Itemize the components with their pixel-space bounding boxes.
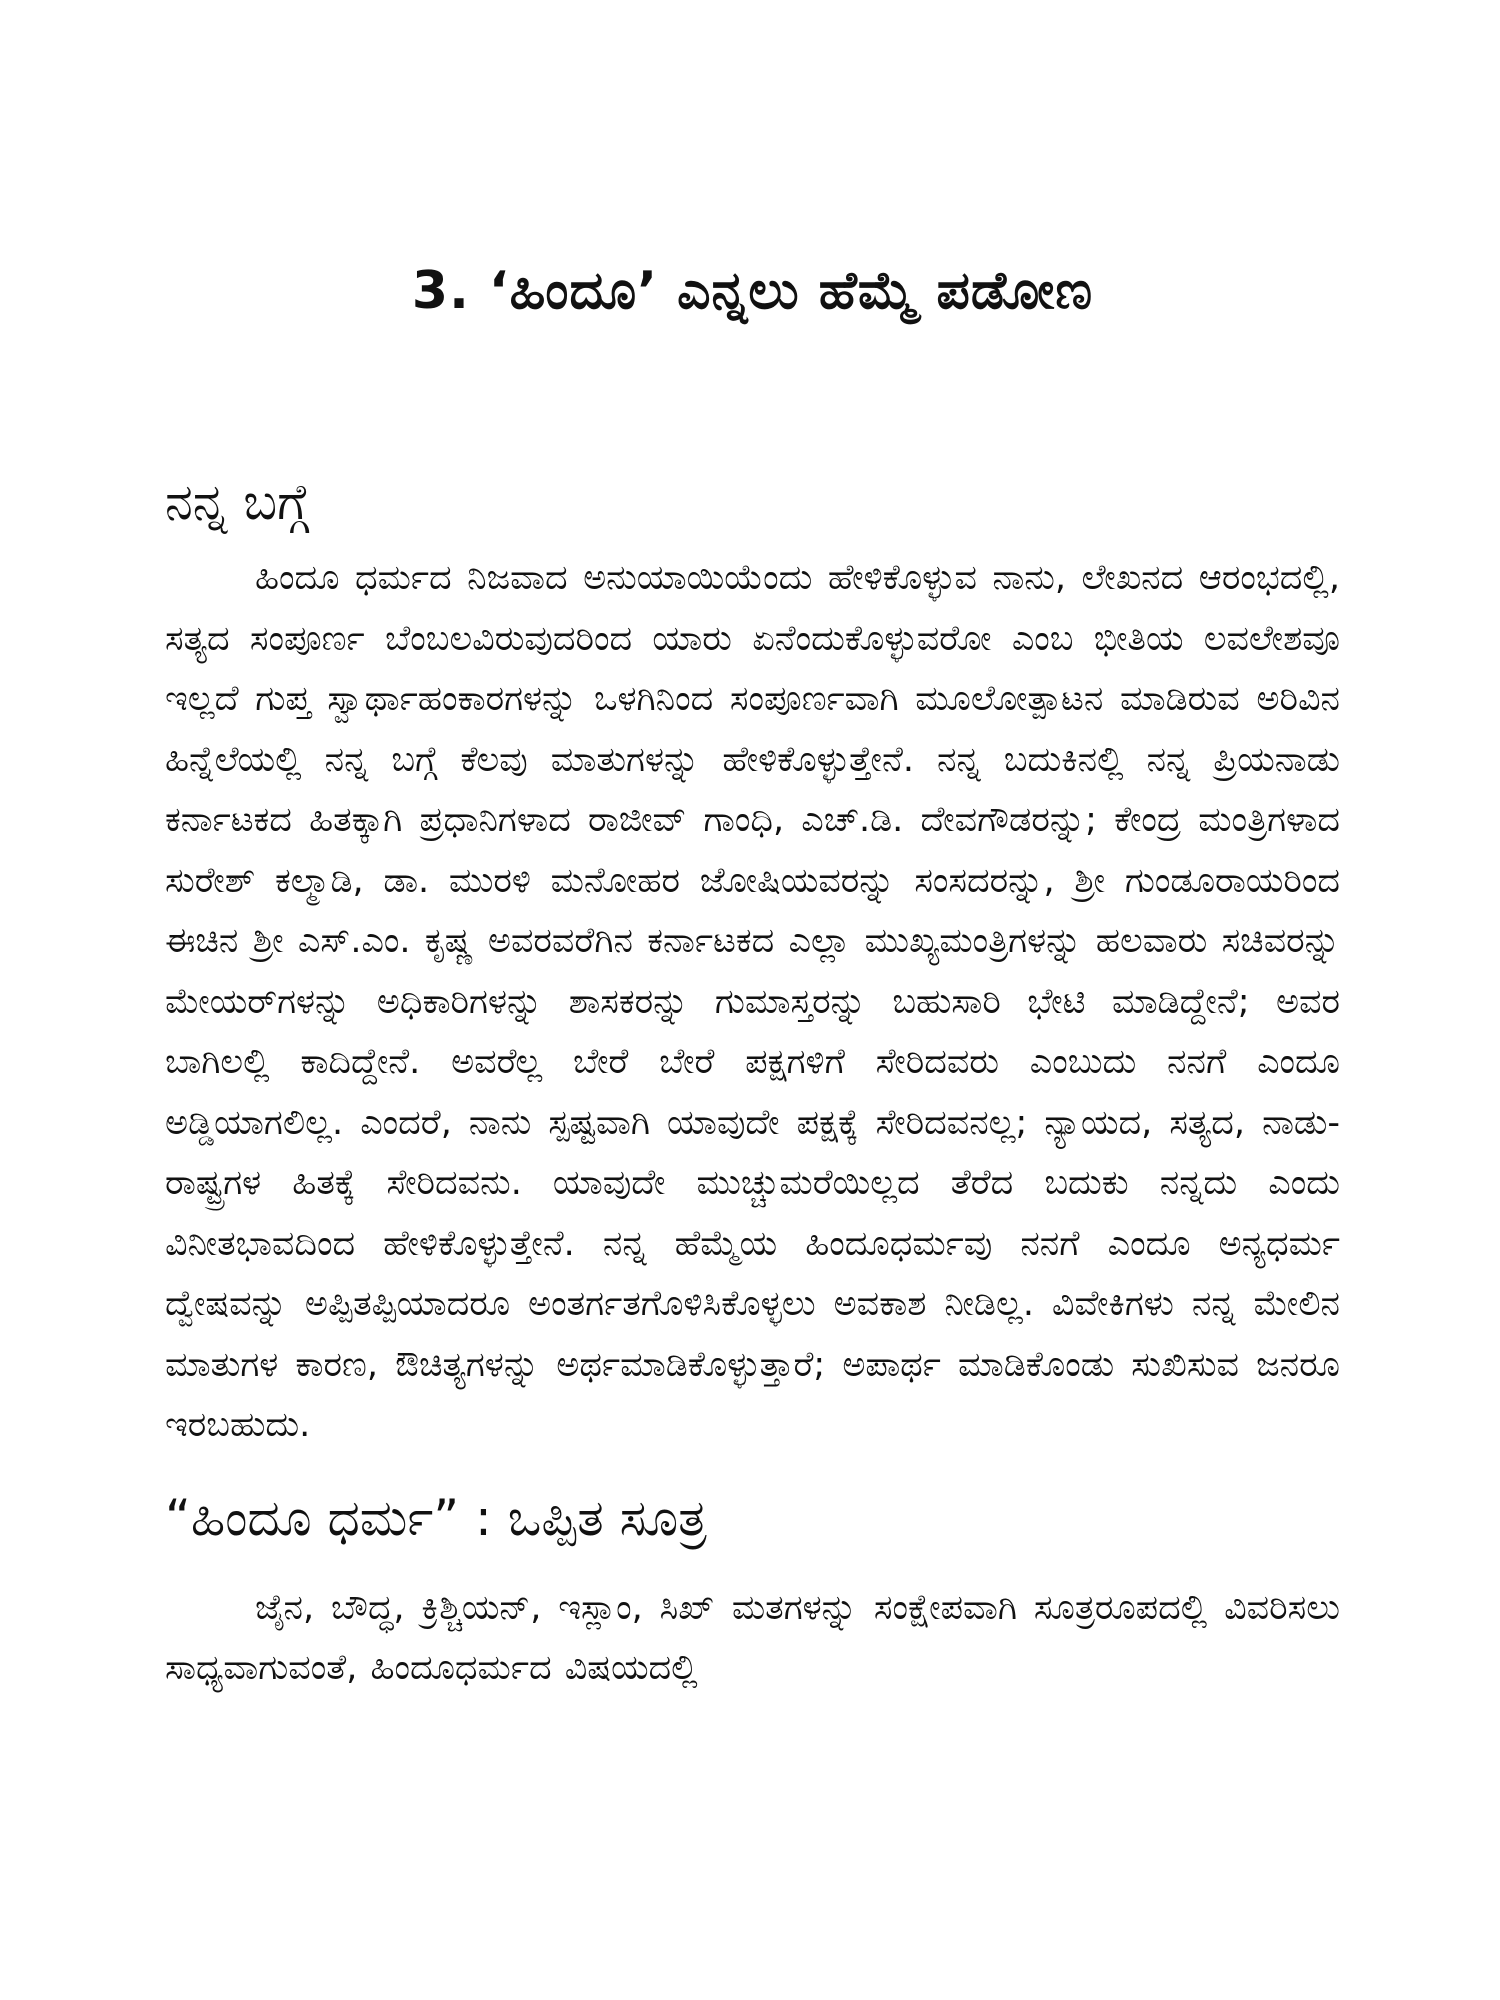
section-heading-about-me: ನನ್ನ ಬಗ್ಗೆ bbox=[165, 473, 309, 532]
section-paragraph-hindu-dharma: ಜೈನ, ಬೌದ್ಧ, ಕ್ರಿಶ್ಚಿಯನ್, ಇಸ್ಲಾಂ, ಸಿಖ್ ಮತಗಳನ್ನು ಸಂಕ್ಷೇಪವಾಗಿ ಸೂತ್ರರೂಪದಲ್ಲಿ ವಿವರಿಸಲು ಸಾಧ್ಯವಾಗುವಂತೆ, ಹಿಂದೂಧರ್ಮದ ವಿಷಯದಲ್ಲಿ bbox=[165, 1587, 1340, 1689]
section-paragraph-about-me: ಹಿಂದೂ ಧರ್ಮದ ನಿಜವಾದ ಅನುಯಾಯಿಯೆಂದು ಹೇಳಿಕೊಳ್ಳುವ ನಾನು, ಲೇಖನದ ಆರಂಭದಲ್ಲಿ, ಸತ್ಯದ ಸಂಪೂರ್ಣ ಬೆಂಬಲವಿರುವುದರಿಂದ ಯಾರು ಏನೆಂದುಕೊಳ್ಳುವರೋ ಎಂಬ ಭೀತಿಯ ಲವಲೇಶವೂ ಇಲ್ಲದೆ ಗುಪ್ತ ಸ್ವಾರ್ಥಾಹಂಕಾರಗಳನ್ನು ಒಳಗಿನಿಂದ ಸಂಪೂರ್ಣವಾಗಿ ಮೂಲೋತ್ಪಾಟನ ಮಾಡಿರುವ ಅರಿವಿನ ಹಿನ್ನೆಲೆಯಲ್ಲಿ ನನ್ನ ಬಗ್ಗೆ ಕೆಲವು ಮಾತುಗಳನ್ನು ಹೇಳಿಕೊಳ್ಳುತ್ತೇನೆ. ನನ್ನ ಬದುಕಿನಲ್ಲಿ ನನ್ನ ಪ್ರಿಯನಾಡು ಕರ್ನಾಟಕದ ಹಿತಕ್ಕಾಗಿ ಪ್ರಧಾನಿಗಳಾದ ರಾಜೀವ್ ಗಾಂಧಿ, ಎಚ್.ಡಿ. ದೇವಗೌಡರನ್ನು; ಕೇಂದ್ರ ಮಂತ್ರಿಗಳಾದ ಸುರೇಶ್ ಕಲ್ಮಾಡಿ, ಡಾ. ಮುರಳಿ ಮನೋಹರ ಜೋಷಿಯವರನ್ನು ಸಂಸದರನ್ನು, ಶ್ರೀ ಗುಂಡೂರಾಯರಿಂದ ಈಚಿನ ಶ್ರೀ ಎಸ್.ಎಂ. ಕೃಷ್ಣ ಅವರವರೆಗಿನ ಕರ್ನಾಟಕದ ಎಲ್ಲಾ ಮುಖ್ಯಮಂತ್ರಿಗಳನ್ನು ಹಲವಾರು ಸಚಿವರನ್ನು ಮೇಯರ್‌ಗಳನ್ನು ಅಧಿಕಾರಿಗಳನ್ನು ಶಾಸಕರನ್ನು ಗುಮಾಸ್ತರನ್ನು ಬಹುಸಾರಿ ಭೇಟಿ ಮಾಡಿದ್ದೇನೆ; ಅವರ ಬಾಗಿಲಲ್ಲಿ ಕಾದಿದ್ದೇನೆ. ಅವರೆಲ್ಲ ಬೇರೆ ಬೇರೆ ಪಕ್ಷಗಳಿಗೆ ಸೇರಿದವರು ಎಂಬುದು ನನಗೆ ಎಂದೂ ಅಡ್ಡಿಯಾಗಲಿಲ್ಲ. ಎಂದರೆ, ನಾನು ಸ್ಪಷ್ಟವಾಗಿ ಯಾವುದೇ ಪಕ್ಷಕ್ಕೆ ಸೇರಿದವನಲ್ಲ; ನ್ಯಾಯದ, ಸತ್ಯದ, ನಾಡು-ರಾಷ್ಟ್ರಗಳ ಹಿತಕ್ಕೆ ಸೇರಿದವನು. ಯಾವುದೇ ಮುಚ್ಚುಮರೆಯಿಲ್ಲದ ತೆರೆದ ಬದುಕು ನನ್ನದು ಎಂದು ವಿನೀತಭಾವದಿಂದ ಹೇಳಿಕೊಳ್ಳುತ್ತೇನೆ. ನನ್ನ ಹೆಮ್ಮೆಯ ಹಿಂದೂಧರ್ಮವು ನನಗೆ ಎಂದೂ ಅನ್ಯಧರ್ಮ ದ್ವೇಷವನ್ನು ಅಪ್ಪಿತಪ್ಪಿಯಾದರೂ ಅಂತರ್ಗತಗೊಳಿಸಿಕೊಳ್ಳಲು ಅವಕಾಶ ನೀಡಿಲ್ಲ. ವಿವೇಕಿಗಳು ನನ್ನ ಮೇಲಿನ ಮಾತುಗಳ ಕಾರಣ, ಔಚಿತ್ಯಗಳನ್ನು ಅರ್ಥಮಾಡಿಕೊಳ್ಳುತ್ತಾರೆ; ಅಪಾರ್ಥ ಮಾಡಿಕೊಂಡು ಸುಖಿಸುವ ಜನರೂ ಇರಬಹುದು. bbox=[165, 558, 1340, 1446]
chapter-title: 3. ‘ಹಿಂದೂ’ ಎನ್ನಲು ಹೆಮ್ಮೆ ಪಡೋಣ bbox=[411, 261, 1094, 321]
section-heading-hindu-dharma: “ಹಿಂದೂ ಧರ್ಮ” : ಒಪ್ಪಿತ ಸೂತ್ರ bbox=[165, 1488, 707, 1547]
